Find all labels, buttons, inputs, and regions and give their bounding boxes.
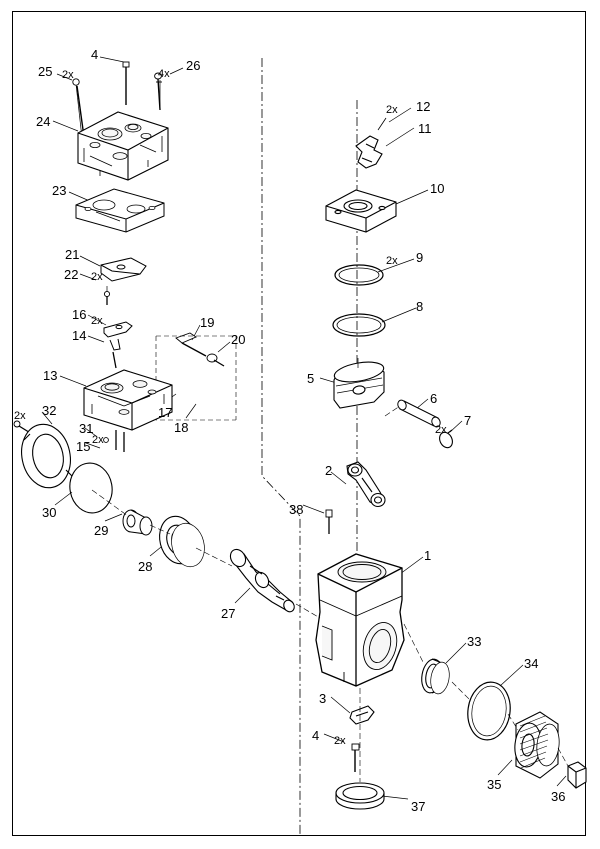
multiplier-2x-7: 2x	[435, 424, 447, 436]
callout-30: 30	[42, 505, 57, 520]
multiplier-2x-12: 2x	[386, 104, 398, 116]
callout-27: 27	[221, 606, 236, 621]
multiplier-4x-26: 4x	[158, 68, 170, 80]
callout-37: 37	[411, 799, 426, 814]
callout-9: 9	[416, 250, 424, 265]
callout-35: 35	[487, 777, 502, 792]
callout-28: 28	[138, 559, 153, 574]
callout-8: 8	[416, 299, 424, 314]
callout-38: 38	[289, 502, 304, 517]
callout-7: 7	[464, 413, 472, 428]
callout-22: 22	[64, 267, 79, 282]
callout-15: 15	[76, 439, 91, 454]
callout-11: 11	[418, 121, 432, 136]
callout-3: 3	[319, 691, 327, 706]
callout-1: 1	[424, 548, 432, 563]
multiplier-2x-32: 2x	[14, 410, 26, 422]
callout-23: 23	[52, 183, 67, 198]
multiplier-2x-25: 2x	[62, 69, 74, 81]
multiplier-2x-22: 2x	[91, 271, 103, 283]
callout-13: 13	[43, 368, 58, 383]
callout-21: 21	[65, 247, 80, 262]
callout-6: 6	[430, 391, 438, 406]
callout-32: 32	[42, 403, 57, 418]
callout-24: 24	[36, 114, 51, 129]
callout-18: 18	[174, 420, 189, 435]
callout-36: 36	[551, 789, 566, 804]
callout-29: 29	[94, 523, 109, 538]
callout-4-top: 4	[91, 47, 99, 62]
callout-31: 31	[79, 421, 94, 436]
multiplier-2x-4b: 2x	[334, 735, 346, 747]
callout-4-bottom: 4	[312, 728, 320, 743]
callout-26: 26	[186, 58, 201, 73]
multiplier-2x-9: 2x	[386, 255, 398, 267]
multiplier-2x-15: 2x	[92, 434, 104, 446]
callout-14: 14	[72, 328, 87, 343]
callout-19: 19	[200, 315, 215, 330]
multiplier-2x-16: 2x	[91, 315, 103, 327]
callout-2: 2	[325, 463, 333, 478]
callout-34: 34	[524, 656, 539, 671]
callout-12: 12	[416, 99, 431, 114]
callout-16: 16	[72, 307, 87, 322]
callout-25: 25	[38, 64, 53, 79]
callout-10: 10	[430, 181, 445, 196]
callout-17: 17	[158, 405, 173, 420]
callout-20: 20	[231, 332, 246, 347]
callout-33: 33	[467, 634, 482, 649]
callout-5: 5	[307, 371, 315, 386]
